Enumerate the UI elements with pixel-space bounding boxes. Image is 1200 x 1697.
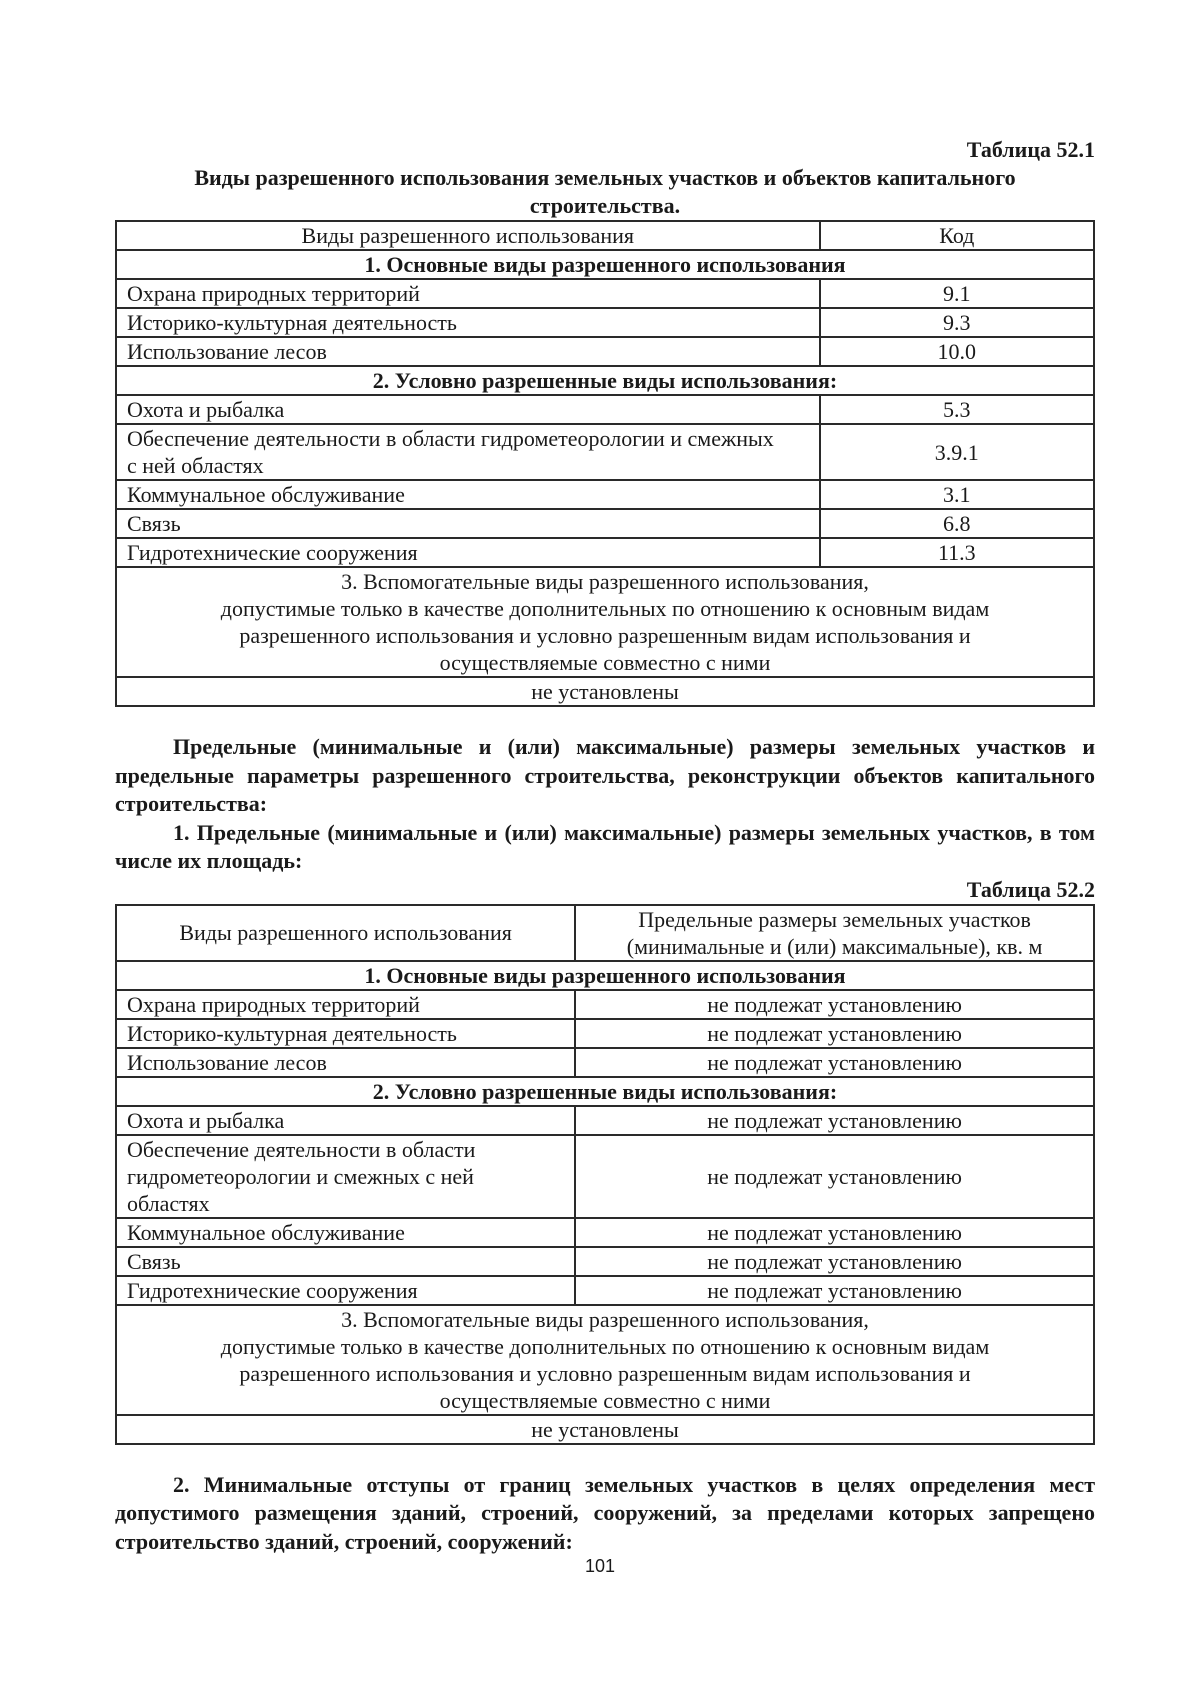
row-name: Связь	[116, 509, 820, 538]
table-row	[116, 538, 1094, 567]
row-name: Коммунальное обслуживание	[116, 480, 820, 509]
table2-section3-value: не установлены	[116, 1415, 1094, 1444]
table-row	[116, 480, 1094, 509]
item1-paragraph: 1. Предельные (минимальные и (или) максимальные) размеры земельных участков, в том числе их площадь:	[115, 819, 1095, 873]
row-value: не подлежат установлению	[575, 1106, 1094, 1135]
row-name: Историко-культурная деятельность	[116, 308, 820, 337]
table-row	[116, 990, 1094, 1019]
row-name: Гидротехнические сооружения	[116, 538, 820, 567]
table1-header-row	[116, 221, 1094, 250]
table1-section3-title: 3. Вспомогательные виды разрешенного использования,	[341, 569, 869, 594]
intro-paragraph: Предельные (минимальные и (или) максимальные) размеры земельных участков и предельные параметры разрешенного строительства, реконструкции объектов капитального строительства:	[115, 734, 1095, 816]
row-code: 9.1	[820, 279, 1094, 308]
table-row	[116, 509, 1094, 538]
row-value: не подлежат установлению	[575, 1218, 1094, 1247]
table-row	[116, 1218, 1094, 1247]
page-number: 101	[584, 1556, 616, 1576]
row-name: Охрана природных территорий	[116, 990, 575, 1019]
row-name: Коммунальное обслуживание	[116, 1218, 575, 1247]
table1	[115, 220, 1095, 707]
table2-header-row	[116, 905, 1094, 961]
row-code: 9.3	[820, 308, 1094, 337]
table1-section2-title: 2. Условно разрешенные виды использования:	[116, 366, 1094, 395]
table1-section3-text: допустимые только в качестве дополнительных по отношению к основным видам разрешенного использования и условно разрешенным видам использования и осуществляемые совместно с ними	[220, 596, 990, 675]
row-name: Охота и рыбалка	[116, 1106, 575, 1135]
table1-section3-value-row	[116, 677, 1094, 706]
row-name: Обеспечение деятельности в области гидрометеорологии и смежных с ней областях	[116, 424, 820, 480]
row-name: Использование лесов	[116, 337, 820, 366]
table1-section2-row	[116, 366, 1094, 395]
table2-section1-title: 1. Основные виды разрешенного использования	[116, 961, 1094, 990]
row-code: 6.8	[820, 509, 1094, 538]
row-value: не подлежат установлению	[575, 1276, 1094, 1305]
table-row	[116, 1276, 1094, 1305]
row-value: не подлежат установлению	[575, 1048, 1094, 1077]
table1-section3-cell	[116, 567, 1094, 677]
table2-section2-title: 2. Условно разрешенные виды использования:	[116, 1077, 1094, 1106]
table1-caption: Виды разрешенного использования земельных участков и объектов капитального строительства.	[194, 165, 1016, 218]
table-row	[116, 308, 1094, 337]
row-code: 10.0	[820, 337, 1094, 366]
table-row	[116, 337, 1094, 366]
row-value: не подлежат установлению	[575, 1019, 1094, 1048]
table2-section3-title: 3. Вспомогательные виды разрешенного использования,	[341, 1306, 869, 1332]
table2-section3-text: допустимые только в качестве дополнительных по отношению к основным видам разрешенного использования и условно разрешенным видам использования и осуществляемые совместно с ними	[220, 1333, 990, 1413]
table1-number: Таблица 52.1	[966, 137, 1095, 162]
table-row	[116, 1135, 1094, 1218]
row-name: Охота и рыбалка	[116, 395, 820, 424]
item2-paragraph: 2. Минимальные отступы от границ земельных участков в целях определения мест допустимого размещения зданий, строений, сооружений, за пределами которых запрещено строительство зданий, строений, сооружений:	[115, 1471, 1095, 1554]
table-row	[116, 395, 1094, 424]
table-row	[116, 1106, 1094, 1135]
table1-section3-value: не установлены	[116, 677, 1094, 706]
row-name: Охрана природных территорий	[116, 279, 820, 308]
table-row	[116, 424, 1094, 480]
row-name: Связь	[116, 1247, 575, 1276]
table2-section2-row	[116, 1077, 1094, 1106]
row-value: не подлежат установлению	[575, 1247, 1094, 1276]
table1-header-type: Виды разрешенного использования	[116, 221, 820, 250]
row-code: 3.1	[820, 480, 1094, 509]
table-row	[116, 1247, 1094, 1276]
row-value: не подлежат установлению	[575, 1135, 1094, 1218]
table2-header-type: Виды разрешенного использования	[116, 905, 575, 961]
table2-section1-row	[116, 961, 1094, 990]
table2-section3-cell	[116, 1305, 1094, 1415]
table-row	[116, 279, 1094, 308]
row-code: 11.3	[820, 538, 1094, 567]
table1-section3-row	[116, 567, 1094, 677]
table1-header-code: Код	[820, 221, 1094, 250]
table2-header-size: Предельные размеры земельных участков (минимальные и (или) максимальные), кв. м	[575, 905, 1094, 961]
table1-section1-row	[116, 250, 1094, 279]
table2-section3-value-row	[116, 1415, 1094, 1444]
document-page	[115, 136, 1095, 1556]
table2-section3-row	[116, 1305, 1094, 1415]
table-row	[116, 1048, 1094, 1077]
table1-section1-title: 1. Основные виды разрешенного использования	[116, 250, 1094, 279]
row-name: Обеспечение деятельности в области гидрометеорологии и смежных с ней областях	[116, 1135, 575, 1218]
row-name: Гидротехнические сооружения	[116, 1276, 575, 1305]
row-code: 3.9.1	[820, 424, 1094, 480]
table2	[115, 904, 1095, 1445]
table-row	[116, 1019, 1094, 1048]
row-value: не подлежат установлению	[575, 990, 1094, 1019]
row-code: 5.3	[820, 395, 1094, 424]
row-name: Использование лесов	[116, 1048, 575, 1077]
row-name: Историко-культурная деятельность	[116, 1019, 575, 1048]
table2-number: Таблица 52.2	[966, 876, 1095, 902]
